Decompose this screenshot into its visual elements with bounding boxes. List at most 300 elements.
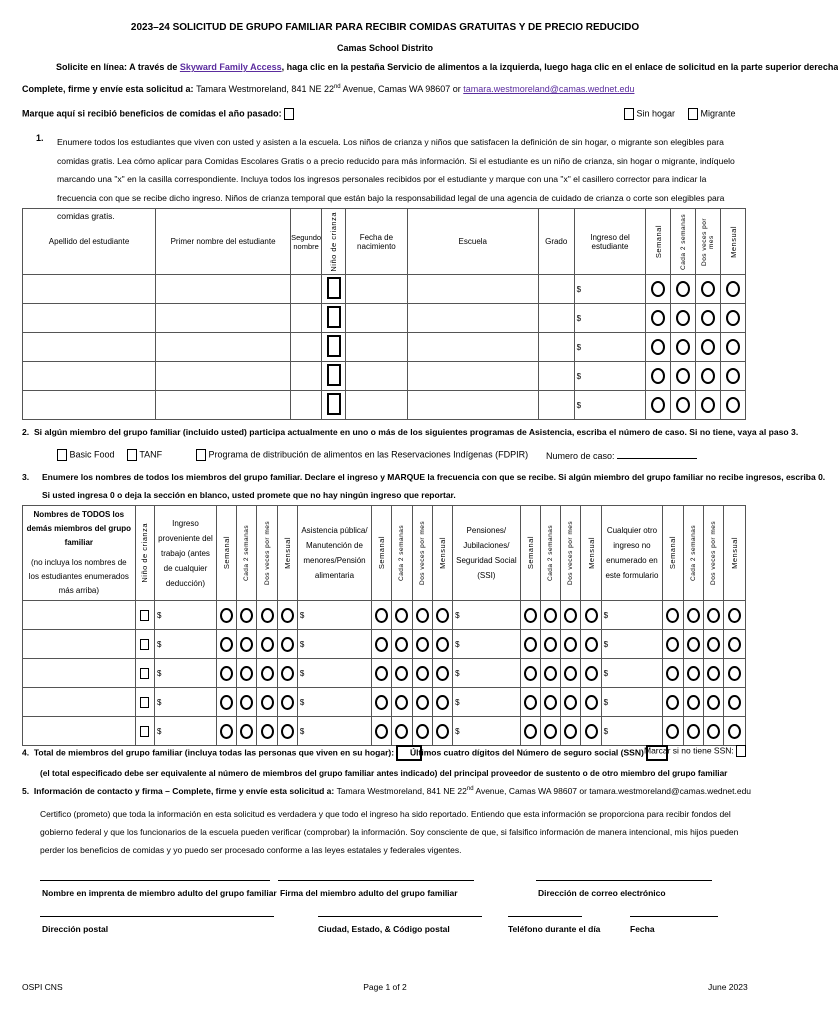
frequency-cell[interactable]	[683, 688, 703, 717]
member-name-cell[interactable]	[23, 601, 136, 630]
monthly-cell[interactable]	[721, 362, 746, 391]
member-name-cell[interactable]	[23, 717, 136, 746]
frequency-radio[interactable]	[524, 608, 537, 623]
income-amount-cell[interactable]	[601, 717, 663, 746]
frequency-radio[interactable]	[726, 281, 740, 297]
frequency-cell[interactable]	[663, 717, 683, 746]
foster-cell[interactable]	[322, 304, 346, 333]
frequency-cell[interactable]	[663, 601, 683, 630]
frequency-radio[interactable]	[676, 281, 690, 297]
frequency-radio[interactable]	[261, 695, 274, 710]
frequency-cell[interactable]	[540, 688, 560, 717]
frequency-cell[interactable]	[703, 688, 723, 717]
middle-cell[interactable]	[291, 275, 322, 304]
income-amount-cell[interactable]	[601, 630, 663, 659]
frequency-radio[interactable]	[436, 608, 449, 623]
income-amount-cell[interactable]	[155, 659, 217, 688]
frequency-cell[interactable]	[520, 659, 540, 688]
frequency-radio[interactable]	[687, 637, 700, 652]
frequency-cell[interactable]	[703, 630, 723, 659]
frequency-radio[interactable]	[701, 397, 715, 413]
frequency-radio[interactable]	[395, 608, 408, 623]
case-number-field[interactable]	[617, 458, 697, 459]
frequency-cell[interactable]	[520, 601, 540, 630]
monthly-cell[interactable]	[721, 333, 746, 362]
frequency-cell[interactable]	[392, 688, 412, 717]
frequency-radio[interactable]	[375, 637, 388, 652]
frequency-cell[interactable]	[581, 659, 601, 688]
frequency-radio[interactable]	[544, 666, 557, 681]
frequency-radio[interactable]	[524, 724, 537, 739]
frequency-cell[interactable]	[277, 601, 297, 630]
frequency-cell[interactable]	[703, 659, 723, 688]
signature-line[interactable]	[278, 880, 474, 881]
grade-cell[interactable]	[538, 333, 574, 362]
frequency-cell[interactable]	[724, 630, 746, 659]
frequency-cell[interactable]	[277, 688, 297, 717]
frequency-cell[interactable]	[581, 630, 601, 659]
biweekly-cell[interactable]	[671, 275, 696, 304]
grade-cell[interactable]	[538, 304, 574, 333]
member-foster-checkbox[interactable]	[140, 610, 149, 621]
school-cell[interactable]	[407, 275, 538, 304]
frequency-cell[interactable]	[540, 659, 560, 688]
income-amount-cell[interactable]	[453, 717, 521, 746]
frequency-radio[interactable]	[564, 608, 577, 623]
email-line[interactable]	[536, 880, 712, 881]
frequency-cell[interactable]	[412, 717, 432, 746]
frequency-cell[interactable]	[277, 717, 297, 746]
frequency-radio[interactable]	[701, 310, 715, 326]
foster-cell[interactable]	[322, 275, 346, 304]
frequency-radio[interactable]	[585, 637, 598, 652]
frequency-cell[interactable]	[257, 688, 277, 717]
monthly-cell[interactable]	[721, 275, 746, 304]
frequency-radio[interactable]	[395, 724, 408, 739]
prev-benefits-checkbox[interactable]	[284, 108, 294, 120]
frequency-cell[interactable]	[216, 717, 236, 746]
frequency-radio[interactable]	[240, 637, 253, 652]
frequency-cell[interactable]	[683, 630, 703, 659]
frequency-cell[interactable]	[372, 601, 392, 630]
foster-cell[interactable]	[322, 391, 346, 420]
member-name-cell[interactable]	[23, 630, 136, 659]
frequency-cell[interactable]	[412, 601, 432, 630]
foster-checkbox[interactable]	[327, 277, 341, 299]
frequency-radio[interactable]	[395, 637, 408, 652]
frequency-radio[interactable]	[524, 666, 537, 681]
frequency-cell[interactable]	[372, 630, 392, 659]
member-foster-checkbox[interactable]	[140, 726, 149, 737]
frequency-radio[interactable]	[261, 608, 274, 623]
member-foster-cell[interactable]	[135, 717, 154, 746]
frequency-radio[interactable]	[261, 724, 274, 739]
frequency-cell[interactable]	[540, 630, 560, 659]
dob-cell[interactable]	[346, 362, 408, 391]
foster-checkbox[interactable]	[327, 335, 341, 357]
frequency-radio[interactable]	[728, 666, 741, 681]
frequency-radio[interactable]	[726, 397, 740, 413]
frequency-cell[interactable]	[257, 630, 277, 659]
frequency-radio[interactable]	[240, 695, 253, 710]
middle-cell[interactable]	[291, 391, 322, 420]
foster-cell[interactable]	[322, 362, 346, 391]
frequency-cell[interactable]	[724, 688, 746, 717]
member-name-cell[interactable]	[23, 688, 136, 717]
member-name-cell[interactable]	[23, 659, 136, 688]
school-cell[interactable]	[407, 362, 538, 391]
frequency-cell[interactable]	[216, 688, 236, 717]
frequency-radio[interactable]	[416, 695, 429, 710]
frequency-radio[interactable]	[281, 608, 294, 623]
email-link[interactable]: tamara.westmoreland@camas.wednet.edu	[463, 84, 635, 94]
middle-cell[interactable]	[291, 333, 322, 362]
frequency-cell[interactable]	[663, 688, 683, 717]
frequency-cell[interactable]	[257, 601, 277, 630]
frequency-radio[interactable]	[707, 637, 720, 652]
income-amount-cell[interactable]	[297, 601, 371, 630]
middle-cell[interactable]	[291, 362, 322, 391]
frequency-radio[interactable]	[395, 666, 408, 681]
frequency-cell[interactable]	[581, 688, 601, 717]
frequency-radio[interactable]	[726, 310, 740, 326]
frequency-radio[interactable]	[564, 637, 577, 652]
twice-cell[interactable]	[696, 304, 721, 333]
weekly-cell[interactable]	[646, 333, 671, 362]
dob-cell[interactable]	[346, 391, 408, 420]
frequency-radio[interactable]	[544, 695, 557, 710]
frequency-radio[interactable]	[687, 724, 700, 739]
frequency-radio[interactable]	[707, 695, 720, 710]
first-name-cell[interactable]	[156, 391, 291, 420]
frequency-cell[interactable]	[392, 717, 412, 746]
last-name-cell[interactable]	[23, 362, 156, 391]
frequency-radio[interactable]	[544, 608, 557, 623]
frequency-radio[interactable]	[651, 368, 665, 384]
member-foster-cell[interactable]	[135, 630, 154, 659]
frequency-radio[interactable]	[707, 666, 720, 681]
frequency-cell[interactable]	[561, 630, 581, 659]
frequency-cell[interactable]	[392, 630, 412, 659]
frequency-radio[interactable]	[585, 724, 598, 739]
frequency-cell[interactable]	[392, 659, 412, 688]
income-amount-cell[interactable]	[601, 688, 663, 717]
income-cell[interactable]	[574, 275, 646, 304]
twice-cell[interactable]	[696, 362, 721, 391]
income-amount-cell[interactable]	[297, 688, 371, 717]
frequency-cell[interactable]	[372, 688, 392, 717]
frequency-radio[interactable]	[666, 637, 679, 652]
frequency-radio[interactable]	[220, 724, 233, 739]
frequency-cell[interactable]	[237, 601, 257, 630]
frequency-radio[interactable]	[666, 666, 679, 681]
frequency-radio[interactable]	[707, 724, 720, 739]
foster-cell[interactable]	[322, 333, 346, 362]
frequency-radio[interactable]	[416, 637, 429, 652]
tanf-checkbox[interactable]	[127, 449, 137, 461]
frequency-radio[interactable]	[687, 608, 700, 623]
biweekly-cell[interactable]	[671, 333, 696, 362]
frequency-cell[interactable]	[703, 601, 723, 630]
date-line[interactable]	[630, 916, 718, 917]
biweekly-cell[interactable]	[671, 362, 696, 391]
frequency-radio[interactable]	[544, 637, 557, 652]
frequency-cell[interactable]	[392, 601, 412, 630]
frequency-cell[interactable]	[412, 630, 432, 659]
weekly-cell[interactable]	[646, 304, 671, 333]
member-foster-checkbox[interactable]	[140, 668, 149, 679]
frequency-radio[interactable]	[375, 695, 388, 710]
biweekly-cell[interactable]	[671, 304, 696, 333]
frequency-radio[interactable]	[585, 695, 598, 710]
dollar-sign: $	[299, 726, 305, 736]
frequency-cell[interactable]	[216, 659, 236, 688]
income-amount-cell[interactable]	[453, 630, 521, 659]
frequency-cell[interactable]	[432, 630, 452, 659]
frequency-cell[interactable]	[257, 717, 277, 746]
frequency-radio[interactable]	[436, 666, 449, 681]
homeless-checkbox[interactable]	[624, 108, 634, 120]
income-amount-cell[interactable]	[155, 688, 217, 717]
frequency-cell[interactable]	[237, 659, 257, 688]
frequency-radio[interactable]	[651, 339, 665, 355]
first-name-cell[interactable]	[156, 275, 291, 304]
frequency-radio[interactable]	[651, 281, 665, 297]
twice-cell[interactable]	[696, 275, 721, 304]
frequency-cell[interactable]	[683, 717, 703, 746]
frequency-cell[interactable]	[257, 659, 277, 688]
twice-cell[interactable]	[696, 391, 721, 420]
frequency-cell[interactable]	[561, 717, 581, 746]
income-amount-cell[interactable]	[155, 630, 217, 659]
frequency-radio[interactable]	[701, 368, 715, 384]
frequency-radio[interactable]	[375, 608, 388, 623]
frequency-radio[interactable]	[416, 724, 429, 739]
frequency-radio[interactable]	[701, 281, 715, 297]
frequency-radio[interactable]	[687, 666, 700, 681]
frequency-cell[interactable]	[277, 659, 297, 688]
member-foster-checkbox[interactable]	[140, 697, 149, 708]
frequency-cell[interactable]	[683, 601, 703, 630]
foster-checkbox[interactable]	[327, 393, 341, 415]
frequency-cell[interactable]	[724, 717, 746, 746]
frequency-radio[interactable]	[564, 666, 577, 681]
member-foster-checkbox[interactable]	[140, 639, 149, 650]
first-name-cell[interactable]	[156, 304, 291, 333]
frequency-cell[interactable]	[703, 717, 723, 746]
frequency-radio[interactable]	[728, 608, 741, 623]
frequency-radio[interactable]	[701, 339, 715, 355]
frequency-radio[interactable]	[220, 666, 233, 681]
monthly-cell[interactable]	[721, 304, 746, 333]
income-amount-cell[interactable]	[297, 630, 371, 659]
weekly-cell[interactable]	[646, 275, 671, 304]
frequency-radio[interactable]	[220, 637, 233, 652]
frequency-radio[interactable]	[436, 695, 449, 710]
phone-line[interactable]	[508, 916, 582, 917]
frequency-radio[interactable]	[564, 724, 577, 739]
frequency-radio[interactable]	[524, 695, 537, 710]
frequency-radio[interactable]	[676, 310, 690, 326]
frequency-radio[interactable]	[261, 637, 274, 652]
frequency-radio[interactable]	[666, 695, 679, 710]
school-cell[interactable]	[407, 304, 538, 333]
frequency-radio[interactable]	[240, 608, 253, 623]
print-name-line[interactable]	[40, 880, 270, 881]
school-cell[interactable]	[407, 333, 538, 362]
migrant-checkbox[interactable]	[688, 108, 698, 120]
income-cell[interactable]	[574, 362, 646, 391]
frequency-radio[interactable]	[436, 724, 449, 739]
member-foster-cell[interactable]	[135, 659, 154, 688]
last-name-cell[interactable]	[23, 333, 156, 362]
frequency-cell[interactable]	[663, 630, 683, 659]
income-amount-cell[interactable]	[297, 717, 371, 746]
frequency-cell[interactable]	[581, 601, 601, 630]
first-name-cell[interactable]	[156, 333, 291, 362]
frequency-cell[interactable]	[412, 659, 432, 688]
income-amount-cell[interactable]	[453, 688, 521, 717]
frequency-radio[interactable]	[651, 310, 665, 326]
frequency-cell[interactable]	[372, 659, 392, 688]
frequency-radio[interactable]	[676, 397, 690, 413]
frequency-radio[interactable]	[220, 608, 233, 623]
frequency-radio[interactable]	[585, 666, 598, 681]
frequency-radio[interactable]	[728, 695, 741, 710]
frequency-radio[interactable]	[707, 608, 720, 623]
frequency-radio[interactable]	[261, 666, 274, 681]
frequency-cell[interactable]	[237, 717, 257, 746]
frequency-cell[interactable]	[432, 601, 452, 630]
frequency-radio[interactable]	[676, 368, 690, 384]
middle-cell[interactable]	[291, 304, 322, 333]
income-amount-cell[interactable]	[297, 659, 371, 688]
frequency-radio[interactable]	[240, 666, 253, 681]
frequency-radio[interactable]	[666, 724, 679, 739]
frequency-radio[interactable]	[416, 666, 429, 681]
income-amount-cell[interactable]	[601, 659, 663, 688]
fdpir-checkbox[interactable]	[196, 449, 206, 461]
frequency-radio[interactable]	[375, 724, 388, 739]
frequency-radio[interactable]	[666, 608, 679, 623]
frequency-radio[interactable]	[375, 666, 388, 681]
frequency-cell[interactable]	[540, 717, 560, 746]
frequency-cell[interactable]	[724, 659, 746, 688]
foster-checkbox[interactable]	[327, 306, 341, 328]
frequency-cell[interactable]	[412, 688, 432, 717]
dob-cell[interactable]	[346, 304, 408, 333]
frequency-cell[interactable]	[216, 601, 236, 630]
last-name-cell[interactable]	[23, 275, 156, 304]
weekly-label: Semanal	[668, 536, 678, 570]
frequency-radio[interactable]	[281, 637, 294, 652]
first-name-cell[interactable]	[156, 362, 291, 391]
frequency-radio[interactable]	[281, 666, 294, 681]
frequency-radio[interactable]	[728, 724, 741, 739]
grade-cell[interactable]	[538, 275, 574, 304]
frequency-cell[interactable]	[561, 659, 581, 688]
income-amount-cell[interactable]	[155, 601, 217, 630]
frequency-radio[interactable]	[240, 724, 253, 739]
frequency-radio[interactable]	[726, 368, 740, 384]
frequency-radio[interactable]	[436, 637, 449, 652]
skyward-link[interactable]: Skyward Family Access	[179, 62, 282, 72]
frequency-radio[interactable]	[585, 608, 598, 623]
basic-food-checkbox[interactable]	[57, 449, 67, 461]
frequency-radio[interactable]	[281, 724, 294, 739]
frequency-cell[interactable]	[432, 659, 452, 688]
frequency-cell[interactable]	[520, 630, 540, 659]
income-cell[interactable]	[574, 391, 646, 420]
frequency-radio[interactable]	[687, 695, 700, 710]
grade-cell[interactable]	[538, 391, 574, 420]
address-line[interactable]	[40, 916, 274, 917]
frequency-radio[interactable]	[220, 695, 233, 710]
frequency-cell[interactable]	[277, 630, 297, 659]
income-amount-cell[interactable]	[601, 601, 663, 630]
income-amount-cell[interactable]	[453, 601, 521, 630]
frequency-radio[interactable]	[676, 339, 690, 355]
frequency-cell[interactable]	[724, 601, 746, 630]
frequency-cell[interactable]	[216, 630, 236, 659]
frequency-radio[interactable]	[524, 637, 537, 652]
income-cell[interactable]	[574, 304, 646, 333]
school-cell[interactable]	[407, 391, 538, 420]
frequency-cell[interactable]	[561, 688, 581, 717]
frequency-cell[interactable]	[663, 659, 683, 688]
frequency-cell[interactable]	[520, 688, 540, 717]
monthly-cell[interactable]	[721, 391, 746, 420]
frequency-radio[interactable]	[726, 339, 740, 355]
frequency-radio[interactable]	[651, 397, 665, 413]
frequency-radio[interactable]	[395, 695, 408, 710]
frequency-cell[interactable]	[520, 717, 540, 746]
twice-cell[interactable]	[696, 333, 721, 362]
biweekly-cell[interactable]	[671, 391, 696, 420]
member-foster-cell[interactable]	[135, 601, 154, 630]
frequency-radio[interactable]	[281, 695, 294, 710]
weekly-cell[interactable]	[646, 362, 671, 391]
income-amount-cell[interactable]	[155, 717, 217, 746]
member-foster-cell[interactable]	[135, 688, 154, 717]
frequency-cell[interactable]	[540, 601, 560, 630]
foster-checkbox[interactable]	[327, 364, 341, 386]
frequency-cell[interactable]	[581, 717, 601, 746]
income-amount-cell[interactable]	[453, 659, 521, 688]
frequency-cell[interactable]	[561, 601, 581, 630]
frequency-radio[interactable]	[564, 695, 577, 710]
dob-cell[interactable]	[346, 275, 408, 304]
dob-cell[interactable]	[346, 333, 408, 362]
frequency-radio[interactable]	[416, 608, 429, 623]
section2-heading	[22, 427, 798, 437]
frequency-cell[interactable]	[683, 659, 703, 688]
last-name-cell[interactable]	[23, 304, 156, 333]
weekly-cell[interactable]	[646, 391, 671, 420]
frequency-cell[interactable]	[237, 630, 257, 659]
city-line[interactable]	[318, 916, 482, 917]
frequency-cell[interactable]	[372, 717, 392, 746]
grade-cell[interactable]	[538, 362, 574, 391]
frequency-cell[interactable]	[237, 688, 257, 717]
frequency-radio[interactable]	[544, 724, 557, 739]
no-ssn-checkbox[interactable]	[736, 745, 746, 757]
frequency-radio[interactable]	[728, 637, 741, 652]
frequency-cell[interactable]	[432, 717, 452, 746]
last-name-cell[interactable]	[23, 391, 156, 420]
frequency-cell[interactable]	[432, 688, 452, 717]
income-cell[interactable]	[574, 333, 646, 362]
